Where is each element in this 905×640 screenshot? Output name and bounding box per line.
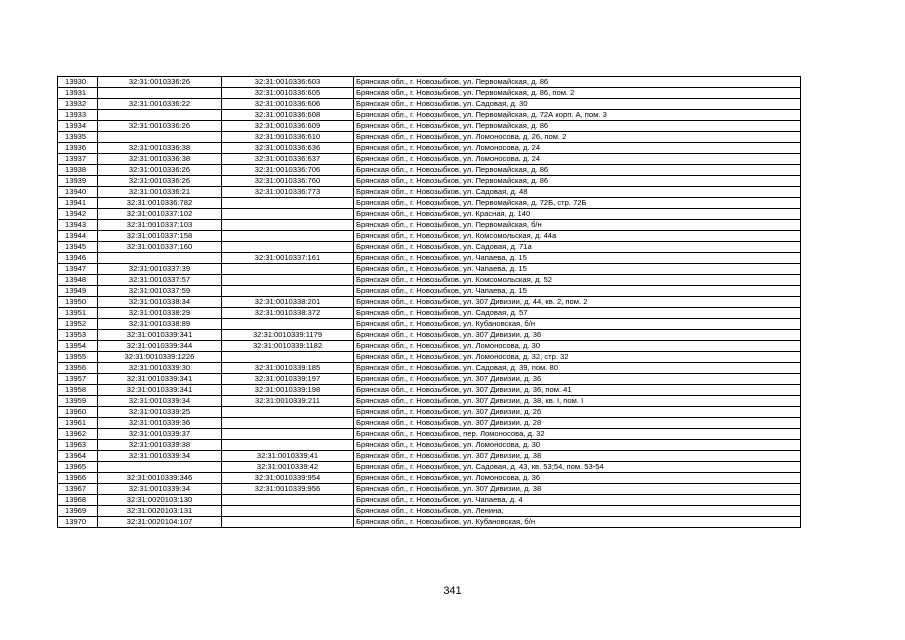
- address-cell: Брянская обл., г. Новозыбков, ул. Кубановская, б/н: [354, 517, 801, 528]
- address-cell: Брянская обл., г. Новозыбков, ул. 307 Дивизии, д. 36: [354, 374, 801, 385]
- object-number-cell: 32:31:0010339:41: [222, 451, 354, 462]
- object-number-cell: [222, 495, 354, 506]
- row-number-cell: 13968: [58, 495, 98, 506]
- table-row: [58, 209, 801, 220]
- row-number-cell: 13948: [58, 275, 98, 286]
- table-row: [58, 385, 801, 396]
- object-number-cell: 32:31:0010336:603: [222, 77, 354, 88]
- object-number-cell: 32:31:0010336:608: [222, 110, 354, 121]
- table-row: [58, 77, 801, 88]
- table-row: [58, 495, 801, 506]
- row-number-cell: 13936: [58, 143, 98, 154]
- object-number-cell: 32:31:0010339:42: [222, 462, 354, 473]
- table-row: [58, 484, 801, 495]
- table-row: [58, 231, 801, 242]
- parcel-number-cell: 32:31:0010339:341: [98, 330, 222, 341]
- address-cell: Брянская обл., г. Новозыбков, ул. 307 Дивизии, д. 38: [354, 484, 801, 495]
- parcel-number-cell: 32:31:0010337:59: [98, 286, 222, 297]
- parcel-number-cell: 32:31:0010336:22: [98, 99, 222, 110]
- table-row: [58, 154, 801, 165]
- parcel-number-cell: 32:31:0010339:30: [98, 363, 222, 374]
- row-number-cell: 13935: [58, 132, 98, 143]
- parcel-number-cell: 32:31:0010338:34: [98, 297, 222, 308]
- table-row: [58, 352, 801, 363]
- table-row: [58, 429, 801, 440]
- parcel-number-cell: 32:31:0010339:341: [98, 385, 222, 396]
- row-number-cell: 13954: [58, 341, 98, 352]
- table-row: [58, 473, 801, 484]
- address-cell: Брянская обл., г. Новозыбков, ул. Первомайская, д. 72А корп. А, пом. 3: [354, 110, 801, 121]
- parcel-number-cell: 32:31:0020104:107: [98, 517, 222, 528]
- address-cell: Брянская обл., г. Новозыбков, пер. Ломоносова, д. 32: [354, 429, 801, 440]
- object-number-cell: 32:31:0010339:185: [222, 363, 354, 374]
- table-row: [58, 451, 801, 462]
- row-number-cell: 13966: [58, 473, 98, 484]
- address-cell: Брянская обл., г. Новозыбков, ул. Первомайская, д. 86: [354, 176, 801, 187]
- object-number-cell: 32:31:0010336:773: [222, 187, 354, 198]
- object-number-cell: [222, 198, 354, 209]
- parcel-number-cell: [98, 110, 222, 121]
- parcel-number-cell: 32:31:0010336:21: [98, 187, 222, 198]
- cadastral-table: [57, 76, 801, 528]
- row-number-cell: 13962: [58, 429, 98, 440]
- parcel-number-cell: 32:31:0010336:38: [98, 154, 222, 165]
- object-number-cell: 32:31:0010336:636: [222, 143, 354, 154]
- address-cell: Брянская обл., г. Новозыбков, ул. Ломоносова, д. 24: [354, 154, 801, 165]
- row-number-cell: 13932: [58, 99, 98, 110]
- parcel-number-cell: 32:31:0010339:346: [98, 473, 222, 484]
- address-cell: Брянская обл., г. Новозыбков, ул. Ломоносова, д. 30: [354, 440, 801, 451]
- parcel-number-cell: 32:31:0020103:131: [98, 506, 222, 517]
- object-number-cell: [222, 209, 354, 220]
- table-row: [58, 198, 801, 209]
- row-number-cell: 13959: [58, 396, 98, 407]
- table-row: [58, 242, 801, 253]
- table-row: [58, 132, 801, 143]
- address-cell: Брянская обл., г. Новозыбков, ул. Садовая, д. 48: [354, 187, 801, 198]
- table-row: [58, 407, 801, 418]
- address-cell: Брянская обл., г. Новозыбков, ул. 307 Дивизии, д. 36: [354, 330, 801, 341]
- address-cell: Брянская обл., г. Новозыбков, ул. Ломоносова, д. 26, пом. 2: [354, 132, 801, 143]
- object-number-cell: 32:31:0010339:954: [222, 473, 354, 484]
- address-cell: Брянская обл., г. Новозыбков, ул. Комсомольская, д. 44а: [354, 231, 801, 242]
- object-number-cell: 32:31:0010336:609: [222, 121, 354, 132]
- parcel-number-cell: 32:31:0010336:26: [98, 165, 222, 176]
- table-row: [58, 121, 801, 132]
- address-cell: Брянская обл., г. Новозыбков, ул. Комсомольская, д. 52: [354, 275, 801, 286]
- row-number-cell: 13950: [58, 297, 98, 308]
- parcel-number-cell: 32:31:0010338:89: [98, 319, 222, 330]
- row-number-cell: 13933: [58, 110, 98, 121]
- parcel-number-cell: [98, 132, 222, 143]
- object-number-cell: [222, 440, 354, 451]
- object-number-cell: 32:31:0010336:760: [222, 176, 354, 187]
- object-number-cell: [222, 418, 354, 429]
- row-number-cell: 13949: [58, 286, 98, 297]
- table-row: [58, 506, 801, 517]
- parcel-number-cell: 32:31:0010337:39: [98, 264, 222, 275]
- row-number-cell: 13943: [58, 220, 98, 231]
- parcel-number-cell: 32:31:0010336:26: [98, 121, 222, 132]
- address-cell: Брянская обл., г. Новозыбков, ул. Чапаева, д. 15: [354, 286, 801, 297]
- address-cell: Брянская обл., г. Новозыбков, ул. Первомайская, д. 86: [354, 121, 801, 132]
- address-cell: Брянская обл., г. Новозыбков, ул. Кубановская, б/н: [354, 319, 801, 330]
- address-cell: Брянская обл., г. Новозыбков, ул. 307 Дивизии, д. 38, кв. I, пом. I: [354, 396, 801, 407]
- table-row: [58, 286, 801, 297]
- parcel-number-cell: 32:31:0010339:1226: [98, 352, 222, 363]
- table-row: [58, 143, 801, 154]
- table-row: [58, 88, 801, 99]
- object-number-cell: [222, 517, 354, 528]
- parcel-number-cell: 32:31:0010339:25: [98, 407, 222, 418]
- row-number-cell: 13961: [58, 418, 98, 429]
- address-cell: Брянская обл., г. Новозыбков, ул. Первомайская, б/н: [354, 220, 801, 231]
- address-cell: Брянская обл., г. Новозыбков, ул. Садовая, д. 71а: [354, 242, 801, 253]
- address-cell: Брянская обл., г. Новозыбков, ул. Ломоносова, д. 24: [354, 143, 801, 154]
- row-number-cell: 13944: [58, 231, 98, 242]
- row-number-cell: 13931: [58, 88, 98, 99]
- object-number-cell: [222, 264, 354, 275]
- parcel-number-cell: 32:31:0010337:158: [98, 231, 222, 242]
- parcel-number-cell: 32:31:0010339:38: [98, 440, 222, 451]
- row-number-cell: 13957: [58, 374, 98, 385]
- address-cell: Брянская обл., г. Новозыбков, ул. Ломоносова, д. 36: [354, 473, 801, 484]
- object-number-cell: 32:31:0010338:372: [222, 308, 354, 319]
- object-number-cell: 32:31:0010339:956: [222, 484, 354, 495]
- object-number-cell: 32:31:0010339:1182: [222, 341, 354, 352]
- row-number-cell: 13937: [58, 154, 98, 165]
- table-row: [58, 319, 801, 330]
- address-cell: Брянская обл., г. Новозыбков, ул. Садовая, д. 30: [354, 99, 801, 110]
- table-row: [58, 297, 801, 308]
- row-number-cell: 13947: [58, 264, 98, 275]
- object-number-cell: 32:31:0010336:706: [222, 165, 354, 176]
- parcel-number-cell: 32:31:0010339:36: [98, 418, 222, 429]
- row-number-cell: 13951: [58, 308, 98, 319]
- table-row: [58, 374, 801, 385]
- table-row: [58, 330, 801, 341]
- parcel-number-cell: 32:31:0010339:341: [98, 374, 222, 385]
- row-number-cell: 13939: [58, 176, 98, 187]
- table-row: [58, 363, 801, 374]
- address-cell: Брянская обл., г. Новозыбков, ул. Ломоносова, д. 30: [354, 341, 801, 352]
- table-row: [58, 176, 801, 187]
- address-cell: Брянская обл., г. Новозыбков, ул. 307 Дивизии, д. 28: [354, 418, 801, 429]
- table-row: [58, 418, 801, 429]
- object-number-cell: [222, 220, 354, 231]
- parcel-number-cell: 32:31:0010337:102: [98, 209, 222, 220]
- object-number-cell: 32:31:0010339:198: [222, 385, 354, 396]
- address-cell: Брянская обл., г. Новозыбков, ул. Первомайская, д. 86, пом. 2: [354, 88, 801, 99]
- row-number-cell: 13965: [58, 462, 98, 473]
- table-row: [58, 275, 801, 286]
- parcel-number-cell: 32:31:0010336:782: [98, 198, 222, 209]
- address-cell: Брянская обл., г. Новозыбков, ул. Красная, д. 140: [354, 209, 801, 220]
- row-number-cell: 13969: [58, 506, 98, 517]
- parcel-number-cell: 32:31:0010339:37: [98, 429, 222, 440]
- row-number-cell: 13958: [58, 385, 98, 396]
- row-number-cell: 13934: [58, 121, 98, 132]
- row-number-cell: 13970: [58, 517, 98, 528]
- row-number-cell: 13960: [58, 407, 98, 418]
- row-number-cell: 13945: [58, 242, 98, 253]
- row-number-cell: 13946: [58, 253, 98, 264]
- object-number-cell: 32:31:0010338:201: [222, 297, 354, 308]
- object-number-cell: 32:31:0010336:606: [222, 99, 354, 110]
- table-row: [58, 517, 801, 528]
- parcel-number-cell: 32:31:0010337:57: [98, 275, 222, 286]
- object-number-cell: [222, 407, 354, 418]
- table-row: [58, 165, 801, 176]
- object-number-cell: 32:31:0010339:211: [222, 396, 354, 407]
- row-number-cell: 13930: [58, 77, 98, 88]
- table-row: [58, 462, 801, 473]
- address-cell: Брянская обл., г. Новозыбков, ул. Садовая, д. 57: [354, 308, 801, 319]
- object-number-cell: [222, 275, 354, 286]
- row-number-cell: 13942: [58, 209, 98, 220]
- parcel-number-cell: 32:31:0010338:29: [98, 308, 222, 319]
- parcel-number-cell: 32:31:0010339:34: [98, 396, 222, 407]
- address-cell: Брянская обл., г. Новозыбков, ул. Ломоносова, д. 32, стр. 32: [354, 352, 801, 363]
- table-row: [58, 253, 801, 264]
- object-number-cell: [222, 506, 354, 517]
- table-row: [58, 264, 801, 275]
- parcel-number-cell: 32:31:0010336:26: [98, 77, 222, 88]
- row-number-cell: 13938: [58, 165, 98, 176]
- row-number-cell: 13963: [58, 440, 98, 451]
- object-number-cell: [222, 319, 354, 330]
- address-cell: Брянская обл., г. Новозыбков, ул. 307 Дивизии, д. 44, кв. 2, пом. 2: [354, 297, 801, 308]
- row-number-cell: 13941: [58, 198, 98, 209]
- object-number-cell: 32:31:0010339:1179: [222, 330, 354, 341]
- parcel-number-cell: 32:31:0010337:160: [98, 242, 222, 253]
- page-number: 341: [443, 585, 462, 597]
- address-cell: Брянская обл., г. Новозыбков, ул. 307 Дивизии, д. 36, пом. 41: [354, 385, 801, 396]
- address-cell: Брянская обл., г. Новозыбков, ул. 307 Дивизии, д. 38: [354, 451, 801, 462]
- address-cell: Брянская обл., г. Новозыбков, ул. Садовая, д. 43, кв. 53;54, пом. 53-54: [354, 462, 801, 473]
- table-row: [58, 187, 801, 198]
- row-number-cell: 13967: [58, 484, 98, 495]
- parcel-number-cell: [98, 462, 222, 473]
- parcel-number-cell: 32:31:0010339:34: [98, 451, 222, 462]
- address-cell: Брянская обл., г. Новозыбков, ул. 307 Дивизии, д. 26: [354, 407, 801, 418]
- address-cell: Брянская обл., г. Новозыбков, ул. Садовая, д. 39, пом. 80: [354, 363, 801, 374]
- parcel-number-cell: 32:31:0010336:38: [98, 143, 222, 154]
- parcel-number-cell: [98, 253, 222, 264]
- table-body: [58, 77, 801, 528]
- object-number-cell: [222, 429, 354, 440]
- table-row: [58, 110, 801, 121]
- table-row: [58, 99, 801, 110]
- parcel-number-cell: 32:31:0010336:26: [98, 176, 222, 187]
- row-number-cell: 13964: [58, 451, 98, 462]
- parcel-number-cell: 32:31:0010339:34: [98, 484, 222, 495]
- parcel-number-cell: 32:31:0020103:130: [98, 495, 222, 506]
- parcel-number-cell: 32:31:0010337:103: [98, 220, 222, 231]
- object-number-cell: [222, 231, 354, 242]
- parcel-number-cell: [98, 88, 222, 99]
- object-number-cell: 32:31:0010339:197: [222, 374, 354, 385]
- row-number-cell: 13952: [58, 319, 98, 330]
- object-number-cell: 32:31:0010337:161: [222, 253, 354, 264]
- parcel-number-cell: 32:31:0010339:344: [98, 341, 222, 352]
- row-number-cell: 13953: [58, 330, 98, 341]
- address-cell: Брянская обл., г. Новозыбков, ул. Ленина,: [354, 506, 801, 517]
- row-number-cell: 13940: [58, 187, 98, 198]
- object-number-cell: 32:31:0010336:610: [222, 132, 354, 143]
- object-number-cell: 32:31:0010336:637: [222, 154, 354, 165]
- object-number-cell: [222, 286, 354, 297]
- address-cell: Брянская обл., г. Новозыбков, ул. Первомайская, д. 72Б, стр. 72Б: [354, 198, 801, 209]
- address-cell: Брянская обл., г. Новозыбков, ул. Первомайская, д. 86: [354, 77, 801, 88]
- address-cell: Брянская обл., г. Новозыбков, ул. Первомайская, д. 86: [354, 165, 801, 176]
- table-row: [58, 341, 801, 352]
- table-row: [58, 396, 801, 407]
- row-number-cell: 13955: [58, 352, 98, 363]
- object-number-cell: 32:31:0010336:605: [222, 88, 354, 99]
- row-number-cell: 13956: [58, 363, 98, 374]
- address-cell: Брянская обл., г. Новозыбков, ул. Чапаева, д. 15: [354, 264, 801, 275]
- object-number-cell: [222, 352, 354, 363]
- table-row: [58, 220, 801, 231]
- address-cell: Брянская обл., г. Новозыбков, ул. Чапаева, д. 15: [354, 253, 801, 264]
- object-number-cell: [222, 242, 354, 253]
- table-row: [58, 308, 801, 319]
- address-cell: Брянская обл., г. Новозыбков, ул. Чапаева, д. 4: [354, 495, 801, 506]
- table-row: [58, 440, 801, 451]
